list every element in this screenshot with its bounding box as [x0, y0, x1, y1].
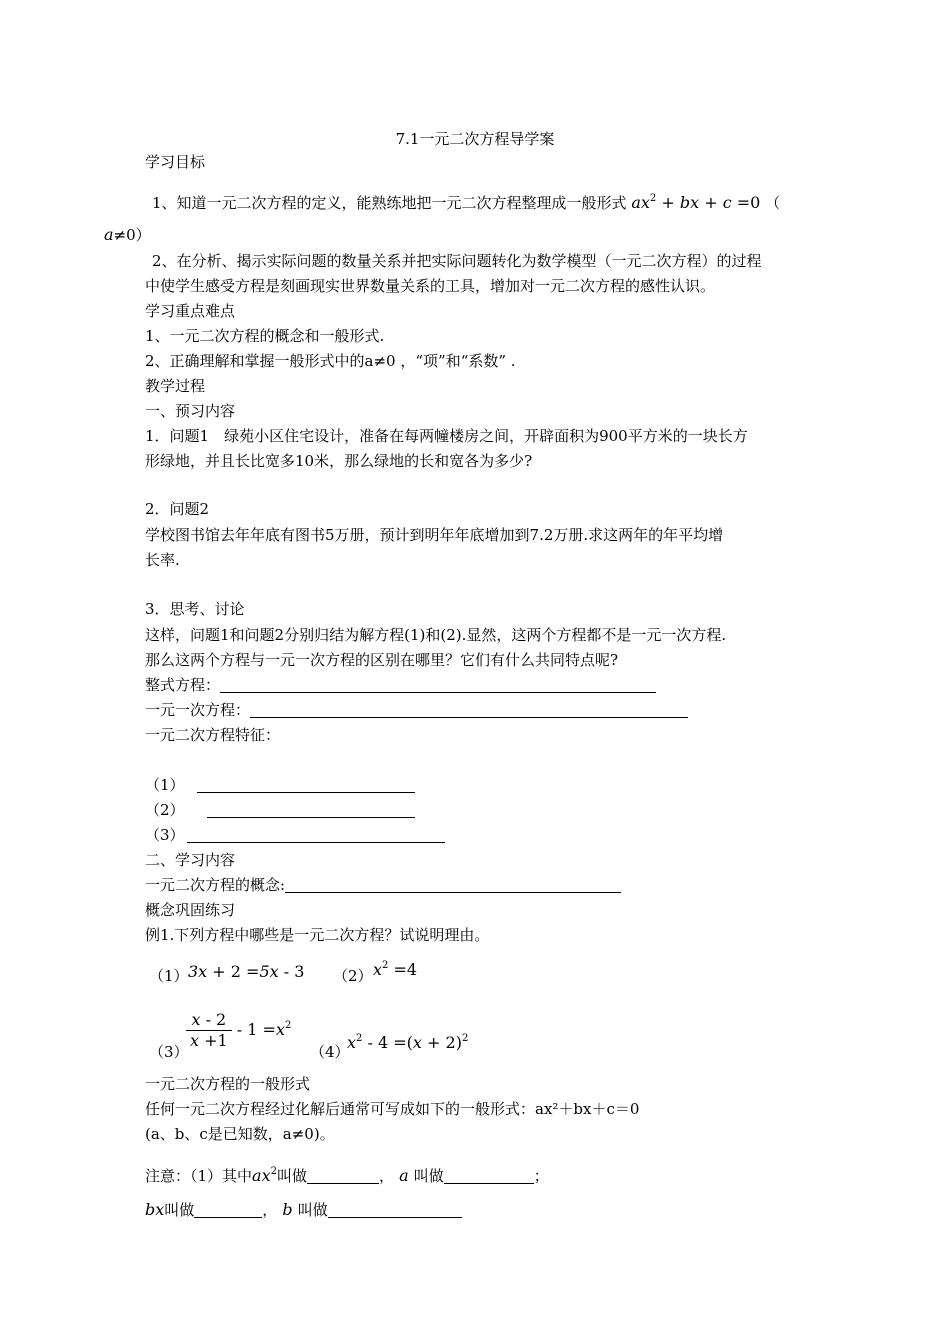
integral-equation-blank[interactable]: [220, 676, 656, 693]
concept-blank[interactable]: [285, 876, 621, 893]
example-1: 例1.下列方程中哪些是一元二次方程？试说明理由。: [145, 926, 490, 944]
feature-row-3: [145, 825, 445, 845]
problem-2-heading: 2．问题2: [145, 500, 210, 518]
page-title: 7.1一元二次方程导学案: [395, 130, 555, 148]
goal-2-line-1: 2、在分析、揭示实际问题的数量关系并把实际问题转化为数学模型（一元二次方程）的过程: [152, 252, 762, 270]
feature-2-blank[interactable]: [207, 801, 415, 818]
note-blank-2[interactable]: [444, 1167, 534, 1184]
feature-1-label: （1）: [145, 776, 185, 794]
called-2: 叫做: [413, 1167, 444, 1185]
term-ax2: $ax^2$: [252, 1166, 277, 1185]
think-line-1: 这样，问题1和问题2分别归结为解方程(1)和(2).显然，这两个方程都不是一元一次方程.: [145, 626, 727, 644]
concept-label: 一元二次方程的概念:: [145, 876, 286, 894]
key-point-1: 1、一元二次方程的概念和一般形式.: [145, 327, 385, 345]
think-line-2: 那么这两个方程与一元一次方程的区别在哪里？它们有什么共同特点呢?: [145, 651, 619, 669]
process-heading: 教学过程: [145, 377, 206, 395]
general-form-formula: $ax^2$ + bx + c =0: [631, 193, 761, 212]
feature-row-2: [145, 800, 415, 820]
goal-1-condition-text: ≠0）: [113, 226, 151, 244]
practice-heading: 概念巩固练习: [145, 901, 236, 919]
linear-equation-row: [145, 700, 688, 720]
problem-2-line-1: 学校图书馆去年年底有图书5万册，预计到明年年底增加到7.2万册.求这两年的年平均增: [145, 526, 724, 544]
equation-3: $\frac{x - 2}{x +1}$ - $1 =x^2$: [186, 1010, 291, 1051]
problem-1-line-1: 1．问题1 绿苑小区住宅设计，准备在每两幢楼房之间，开辟面积为900平方米的一块长方: [145, 427, 748, 445]
feature-row-1: [145, 775, 415, 795]
goal-2-line-2: 中使学生感受方程是刻画现实世界数量关系的工具，增加对一元二次方程的感性认识。: [145, 277, 716, 295]
term-bx: bx: [145, 1200, 165, 1219]
goal-1: [152, 193, 780, 213]
note-row-1: [145, 1166, 549, 1186]
term-b: b: [277, 1200, 298, 1219]
learn-heading: 二、学习内容: [145, 851, 236, 869]
goal-1-text: 1、知道一元二次方程的定义，能熟练地把一元二次方程整理成一般形式: [152, 194, 627, 212]
note-label: 注意：（1）其中: [145, 1167, 253, 1185]
goal-1-condition: [104, 225, 151, 245]
note-blank-3[interactable]: [194, 1201, 262, 1218]
feature-2-label: （2）: [145, 801, 185, 819]
think-heading: 3．思考、讨论: [145, 600, 245, 618]
general-form-line-2: (a、b、c是已知数，a≠0)。: [145, 1125, 335, 1143]
feature-3-blank[interactable]: [187, 826, 445, 843]
called-4: 叫做: [297, 1201, 328, 1219]
semicolon: ；: [533, 1167, 549, 1185]
comma-1: ，: [379, 1167, 395, 1185]
linear-equation-blank[interactable]: [250, 701, 688, 718]
key-heading: 学习重点难点: [145, 302, 236, 320]
feature-3-label: （3）: [145, 826, 185, 844]
concept-row: [145, 875, 621, 895]
preview-heading: 一、预习内容: [145, 402, 236, 420]
problem-1-line-2: 形绿地，并且长比宽多10米，那么绿地的长和宽各为多少?: [145, 452, 533, 470]
equation-3-fraction: $\frac{x - 2}{x +1}$: [186, 1010, 232, 1051]
problem-2-line-2: 长率.: [145, 551, 180, 569]
equation-1: 3x + 2 =5x - 3: [188, 962, 305, 981]
equation-4: $x^2 - 4 =(x + 2)^2$: [347, 1033, 469, 1052]
note-blank-1[interactable]: [307, 1167, 379, 1184]
called-1: 叫做: [276, 1167, 307, 1185]
goals-heading: 学习目标: [145, 153, 206, 171]
ex-label-3: （3）: [149, 1043, 189, 1061]
general-form-heading: 一元二次方程的一般形式: [145, 1075, 311, 1093]
note-blank-4[interactable]: [328, 1201, 462, 1218]
called-3: 叫做: [164, 1201, 195, 1219]
note-row-2: [145, 1200, 462, 1220]
ex-label-2: （2）: [333, 967, 373, 985]
general-form-line-1: 任何一元二次方程经过化解后通常可写成如下的一般形式：ax²＋bx＋c＝0: [145, 1100, 640, 1118]
ex-label-4: （4）: [310, 1043, 350, 1061]
integral-equation-label: 整式方程：: [145, 676, 221, 694]
goal-1-open-paren: （: [765, 194, 781, 212]
comma-2: ，: [262, 1201, 278, 1219]
ex-label-1: （1）: [149, 967, 189, 985]
integral-equation-row: [145, 675, 656, 695]
term-a: a: [394, 1166, 414, 1185]
quadratic-features-label: 一元二次方程特征：: [145, 726, 281, 744]
equation-2: $x^2 =4$: [373, 960, 418, 979]
key-point-2: 2、正确理解和掌握一般形式中的a≠0 ，“项”和“系数” .: [145, 352, 516, 370]
linear-equation-label: 一元一次方程：: [145, 701, 251, 719]
variable-a: a: [104, 225, 114, 244]
feature-1-blank[interactable]: [197, 776, 415, 793]
